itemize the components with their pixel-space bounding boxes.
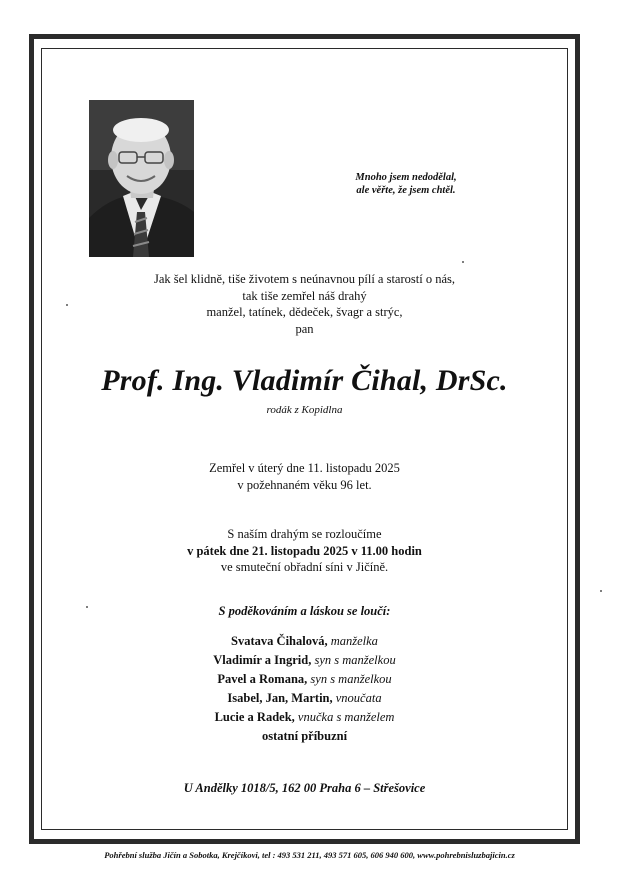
mourner-item [41, 727, 568, 746]
intro-line: tak tiše zemřel náš drahý [242, 288, 367, 303]
scan-speck [462, 261, 464, 263]
mourner-name: Pavel a Romana, [217, 672, 308, 686]
mourner-item [41, 670, 568, 689]
mourner-relation: vnoučata [335, 691, 382, 705]
ceremony-date: v pátek dne 21. listopadu 2025 v 11.00 hodin [187, 543, 422, 558]
mourners-list [41, 632, 568, 746]
death-line: Zemřel v úterý dne 11. listopadu 2025 [209, 461, 400, 475]
address: U Andělky 1018/5, 162 00 Praha 6 – Střešovice [183, 781, 426, 795]
scan-speck [600, 590, 602, 592]
ceremony-line: S naším drahým se rozloučíme [227, 527, 382, 541]
death-info [41, 460, 568, 493]
motto-line: ale věřte, že jsem chtěl. [356, 185, 456, 196]
thanks-heading: S poděkováním a láskou se loučí: [218, 604, 391, 618]
mourner-name: Svatava Čihalová, [231, 634, 328, 648]
death-line: v požehnaném věku 96 let. [237, 477, 372, 492]
intro-line: pan [295, 321, 314, 336]
mourner-item [41, 708, 568, 727]
footer-contact: Pohřební služba Jičín a Sobotka, Krejčíkovi, tel : 493 531 211, 493 571 605, 606 940 600, www.pohrebnisluzbajicin.cz [104, 850, 515, 860]
origin: rodák z Kopidlna [266, 404, 343, 416]
intro-text [41, 271, 568, 337]
ceremony-info [41, 526, 568, 576]
scan-speck [86, 606, 88, 608]
mourner-item [41, 651, 568, 670]
mourner-relation: manželka [330, 634, 378, 648]
mourner-item [41, 632, 568, 651]
motto [326, 171, 486, 197]
mourner-relation: vnučka s manželem [297, 710, 395, 724]
mourner-item [41, 689, 568, 708]
mourner-relation: syn s manželkou [314, 653, 396, 667]
mourner-name: Vladimír a Ingrid, [213, 653, 312, 667]
portrait-photo [89, 100, 194, 257]
intro-line: Jak šel klidně, tiše životem s neúnavnou pílí a starostí o nás, [154, 272, 455, 286]
mourner-name: Lucie a Radek, [214, 710, 295, 724]
ceremony-place: ve smuteční obřadní síni v Jičíně. [220, 560, 389, 574]
mourner-name: ostatní příbuzní [261, 729, 348, 743]
intro-line: manžel, tatínek, dědeček, švagr a strýc, [206, 305, 403, 319]
deceased-name: Prof. Ing. Vladimír Čihal, DrSc. [101, 364, 508, 397]
mourner-relation: syn s manželkou [310, 672, 392, 686]
scan-speck [66, 304, 68, 306]
motto-line: Mnoho jsem nedodělal, [355, 172, 457, 183]
mourner-name: Isabel, Jan, Martin, [227, 691, 333, 705]
